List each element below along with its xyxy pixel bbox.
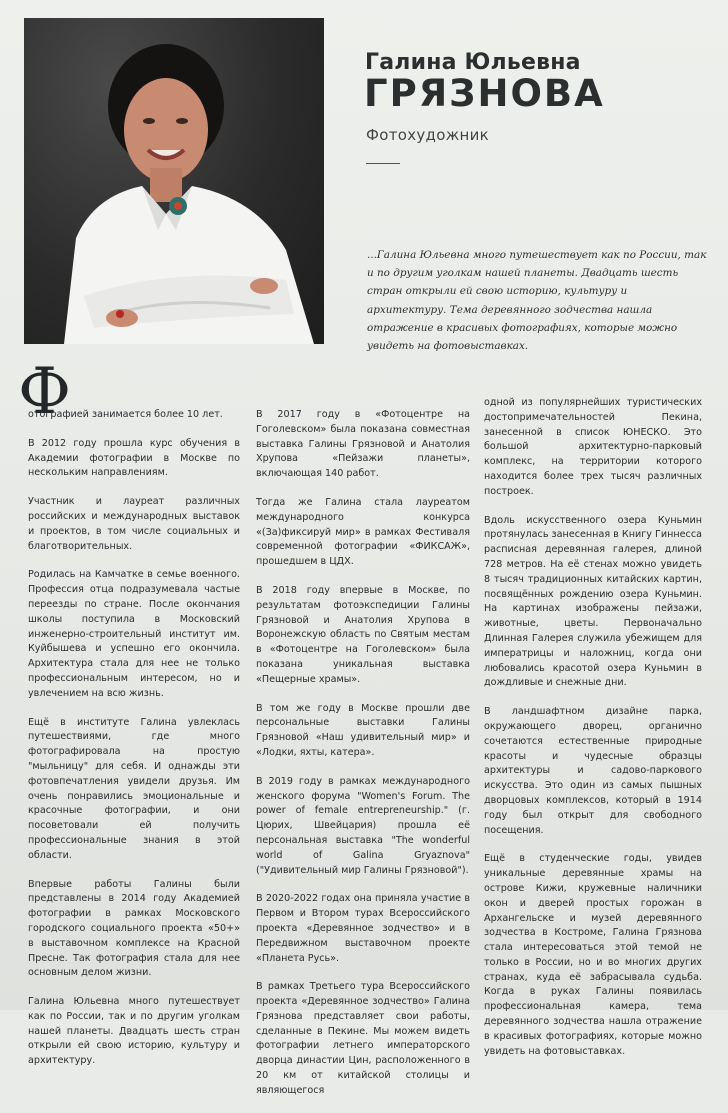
paragraph: Ещё в институте Галина увлеклась путешествиями, где много фотографировала на простую "мыльницу" для себя. И однажды эти фотовпечатления увидели друзья. Им очень понравились эмоциональные и красочные фотографии, и они посоветовали ей получить профессиональные знания в этой области. xyxy=(28,716,240,861)
paragraph: Ещё в студенческие годы, увидев уникальные деревянные храмы на острове Кижи, кружевные наличники окон и дверей простых горожан в Архангельске и музей деревянного зодчества в Костроме, Галина Грязнова стала интересоваться этой темой не только в России, но и во многих других странах, куда её забрасывала судьба. Когда в руках Галины появилась профессиональная камера, тема деревянного зодчества нашла отражение в красивых фотографиях, которые можно увидеть на фотовыставках. xyxy=(484,853,702,1057)
paragraph: Тогда же Галина стала лауреатом международного конкурса «(За)фиксируй мир» в рамках Фестиваля современной фотографии «ФИКСАЖ», прошедшем в ЦДХ. xyxy=(256,496,470,568)
first-name: Галина Юльевна xyxy=(365,50,581,75)
portrait-photo xyxy=(24,18,324,344)
divider xyxy=(366,163,400,164)
paragraph: одной из популярнейших туристических достопримечательностей Пекина, занесенной в список ЮНЕСКО. Это большой архитектурно-парковый комплекс, на территории которого находится более трех тысяч различных построек. xyxy=(484,397,702,497)
paragraph: Впервые работы Галины были представлены в 2014 году Академией фотографии в рамках Московского городского социального проекта «50+» в выставочном комплексе на Красной Пресне. Так фотография стала для нее основным делом жизни. xyxy=(28,878,240,979)
paragraph: В том же году в Москве прошли две персональные выставки Галины Грязновой «Наш удивительный мир» и «Лодки, яхты, катера». xyxy=(256,702,470,758)
paragraph: В рамках Третьего тура Всероссийского проекта «Деревянное зодчество» Галина Грязнова представляет свои работы, сделанные в Пекине. Мы можем видеть фотографии летнего императорского дворца династии Цин, расположенного в 20 км от китайской столицы и являющегося xyxy=(256,981,470,1096)
last-name: ГРЯЗНОВА xyxy=(364,72,605,115)
paragraph: Вдоль искусственного озера Куньмин протянулась занесенная в Книгу Гиннесса расписная деревянная галерея, длиной 728 метров. На её стенах можно увидеть 8 тысяч традиционных китайских картин, посвящённых рождению озера Куньмин. На картинах изображены пейзажи, животные, цветы. Первоначально Длинная Галерея служила убежищем для императрицы и наложниц, когда они любовались красотой озера Куньмин в дождливые и снежные дни. xyxy=(484,514,702,689)
drop-cap: Ф xyxy=(18,355,72,429)
paragraph: В 2019 году в рамках международного женского форума "Women's Forum. The power of female entrepreneurship." (г. Цюрих, Швейцария) прошла её персональная выставка "The wonderful world of Galina Gryaznova" ("Удивительный мир Галины Грязновой"). xyxy=(256,775,470,876)
text-column-3 xyxy=(484,396,702,1073)
paragraph: В 2018 году впервые в Москве, по результатам фотоэкспедиции Галины Грязновой и Анатолия Хрупова в Воронежскую область по Святым местам в «Фотоцентре на Гоголевском» была показана уникальная выставка «Пещерные храмы». xyxy=(256,584,470,685)
paragraph: В 2020-2022 годах она приняла участие в Первом и Втором турах Всероссийского проекта «Деревянное зодчество» и в Передвижном выставочном проекте «Планета Русь». xyxy=(256,893,470,964)
paragraph: Родилась на Камчатке в семье военного. Профессия отца подразумевала частые переезды по стране. После окончания школы поступила в Московский инженерно-строительный институт им. Куйбышева и успешно его окончила. Архитектура стала для нее не только профессиональным интересом, но и увлечением на всю жизнь. xyxy=(28,569,240,699)
role-title: Фотохудожник xyxy=(366,126,490,144)
paragraph: В ландшафтном дизайне парка, окружающего дворец, органично сочетаются естественные природные красоты и чудесные образцы архитектуры и садово-паркового искусства. Это один из самых пышных дворцовых комплексов, который в 1914 году был открыт для свободного посещения. xyxy=(484,706,702,836)
paragraph: В 2017 году в «Фотоцентре на Гоголевском» была показана совместная выставка Галины Грязновой и Анатолия Хрупова «Пейзажи планеты», включающая 140 работ. xyxy=(256,409,470,480)
paragraph: Галина Юльевна много путешествует как по России, так и по другим уголкам нашей планеты. Двадцать шесть стран открыли ей свою историю, культуру и архитектуру. xyxy=(28,996,240,1067)
paragraph: отографией занимается более 10 лет. xyxy=(28,409,223,420)
text-column-2 xyxy=(256,408,470,1113)
intro-quote: ...Галина Юльевна много путешествует как по России, так и по другим уголкам нашей планеты. Двадцать шесть стран открыли ей свою историю, культуру и архитектуру. Тема деревянного зодчества нашла отражение в красивых фотографиях, которые можно увидеть на фотовыставках. xyxy=(367,249,707,353)
paragraph: Участник и лауреат различных российских и международных выставок и проектов, в том числе социальных и благотворительных. xyxy=(28,496,240,552)
paragraph: В 2012 году прошла курс обучения в Академии фотографии в Москве по нескольким направлениям. xyxy=(28,437,240,479)
text-column-1 xyxy=(28,408,240,1083)
